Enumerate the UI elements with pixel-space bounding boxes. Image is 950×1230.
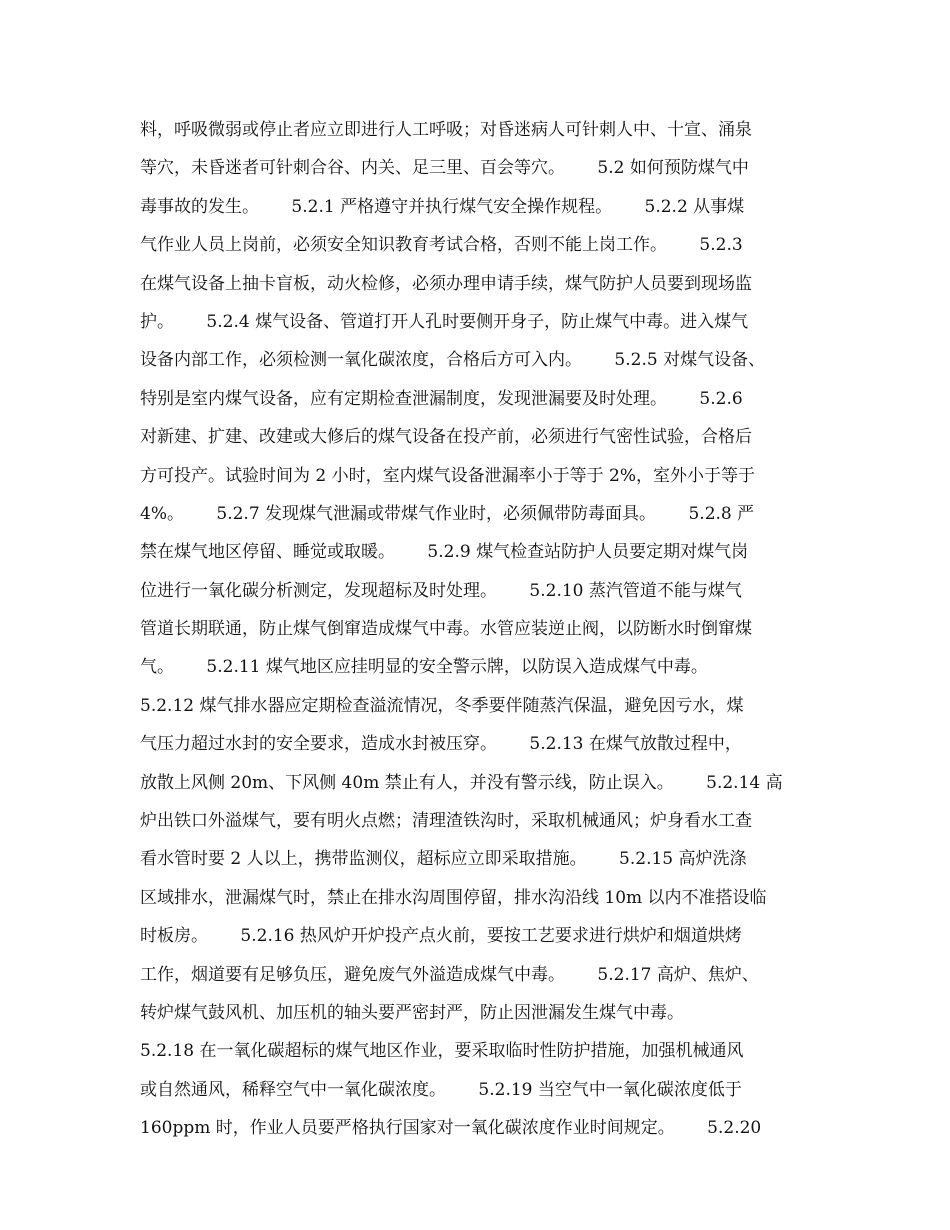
text-line: 工作，烟道要有足够负压，避免废气外溢造成煤气中毒。 5.2.17 高炉、焦炉、 <box>140 964 759 985</box>
text-line: 料，呼吸微弱或停止者应立即进行人工呼吸；对昏迷病人可针刺人中、十宣、涌泉 <box>140 120 752 140</box>
text-line: 设备内部工作，必须检测一氧化碳浓度，合格后方可入内。 5.2.5 对煤气设备、 <box>140 350 766 371</box>
text-line: 时板房。 5.2.16 热风炉开炉投产点火前，要按工艺要求进行烘炉和烟道烘烤 <box>140 926 742 947</box>
text-line: 位进行一氧化碳分析测定，发现超标及时处理。 5.2.10 蒸汽管道不能与煤气 <box>140 580 742 601</box>
text-line: 方可投产。试验时间为 2 小时，室内煤气设备泄漏率小于等于 2%，室外小于等于 <box>140 465 755 486</box>
text-line: 炉出铁口外溢煤气，要有明火点燃；清理渣铁沟时，采取机械通风；炉身看水工查 <box>140 811 752 832</box>
text-line: 护。 5.2.4 煤气设备、管道打开人孔时要侧开身子，防止煤气中毒。进入煤气 <box>140 311 749 332</box>
text-line: 气压力超过水封的安全要求，造成水封被压穿。 5.2.13 在煤气放散过程中， <box>140 734 742 755</box>
text-line: 4%。 5.2.7 发现煤气泄漏或带煤气作业时，必须佩带防毒面具。 5.2.8 严 <box>140 503 755 524</box>
text-line: 5.2.18 在一氧化碳超标的煤气地区作业，要采取临时性防护措施，加强机械通风 <box>140 1041 744 1062</box>
text-line: 禁在煤气地区停留、睡觉或取暖。 5.2.9 煤气检查站防护人员要定期对煤气岗 <box>140 542 749 563</box>
text-line: 气作业人员上岗前，必须安全知识教育考试合格，否则不能上岗工作。 5.2.3 <box>140 235 743 256</box>
text-line: 管道长期联通，防止煤气倒窜造成煤气中毒。水管应装逆止阀，以防断水时倒窜煤 <box>140 619 752 640</box>
text-line: 或自然通风，稀释空气中一氧化碳浓度。 5.2.19 当空气中一氧化碳浓度低于 <box>140 1079 742 1100</box>
text-line: 特别是室内煤气设备，应有定期检查泄漏制度，发现泄漏要及时处理。 5.2.6 <box>140 388 743 409</box>
body-text <box>140 111 830 1148</box>
text-line: 区域排水，泄漏煤气时，禁止在排水沟周围停留，排水沟沿线 10m 以内不准搭设临 <box>140 887 767 908</box>
text-line: 等穴，未昏迷者可针刺合谷、内关、足三里、百会等穴。 5.2 如何预防煤气中 <box>140 158 749 179</box>
text-line: 对新建、扩建、改建或大修后的煤气设备在投产前，必须进行气密性试验，合格后 <box>140 427 752 448</box>
text-line: 看水管时要 2 人以上，携带监测仪，超标应立即采取措施。 5.2.15 高炉洗涤 <box>140 849 747 870</box>
text-line: 在煤气设备上抽卡盲板，动火检修，必须办理申请手续，煤气防护人员要到现场监 <box>140 273 752 294</box>
text-line: 毒事故的发生。 5.2.1 严格遵守并执行煤气安全操作规程。 5.2.2 从事煤 <box>140 196 745 217</box>
text-line: 放散上风侧 20m、下风侧 40m 禁止有人，并没有警示线，防止误入。 5.2.14 高 <box>140 772 783 793</box>
text-line: 气。 5.2.11 煤气地区应挂明显的安全警示牌，以防误入造成煤气中毒。 <box>140 657 708 678</box>
text-line: 5.2.12 煤气排水器应定期检查溢流情况，冬季要伴随蒸汽保温，避免因亏水，煤 <box>140 695 744 716</box>
text-line: 160ppm 时，作业人员要严格执行国家对一氧化碳浓度作业时间规定。 5.2.20 <box>140 1118 762 1139</box>
text-line: 转炉煤气鼓风机、加压机的轴头要严密封严，防止因泄漏发生煤气中毒。 <box>140 1002 684 1023</box>
